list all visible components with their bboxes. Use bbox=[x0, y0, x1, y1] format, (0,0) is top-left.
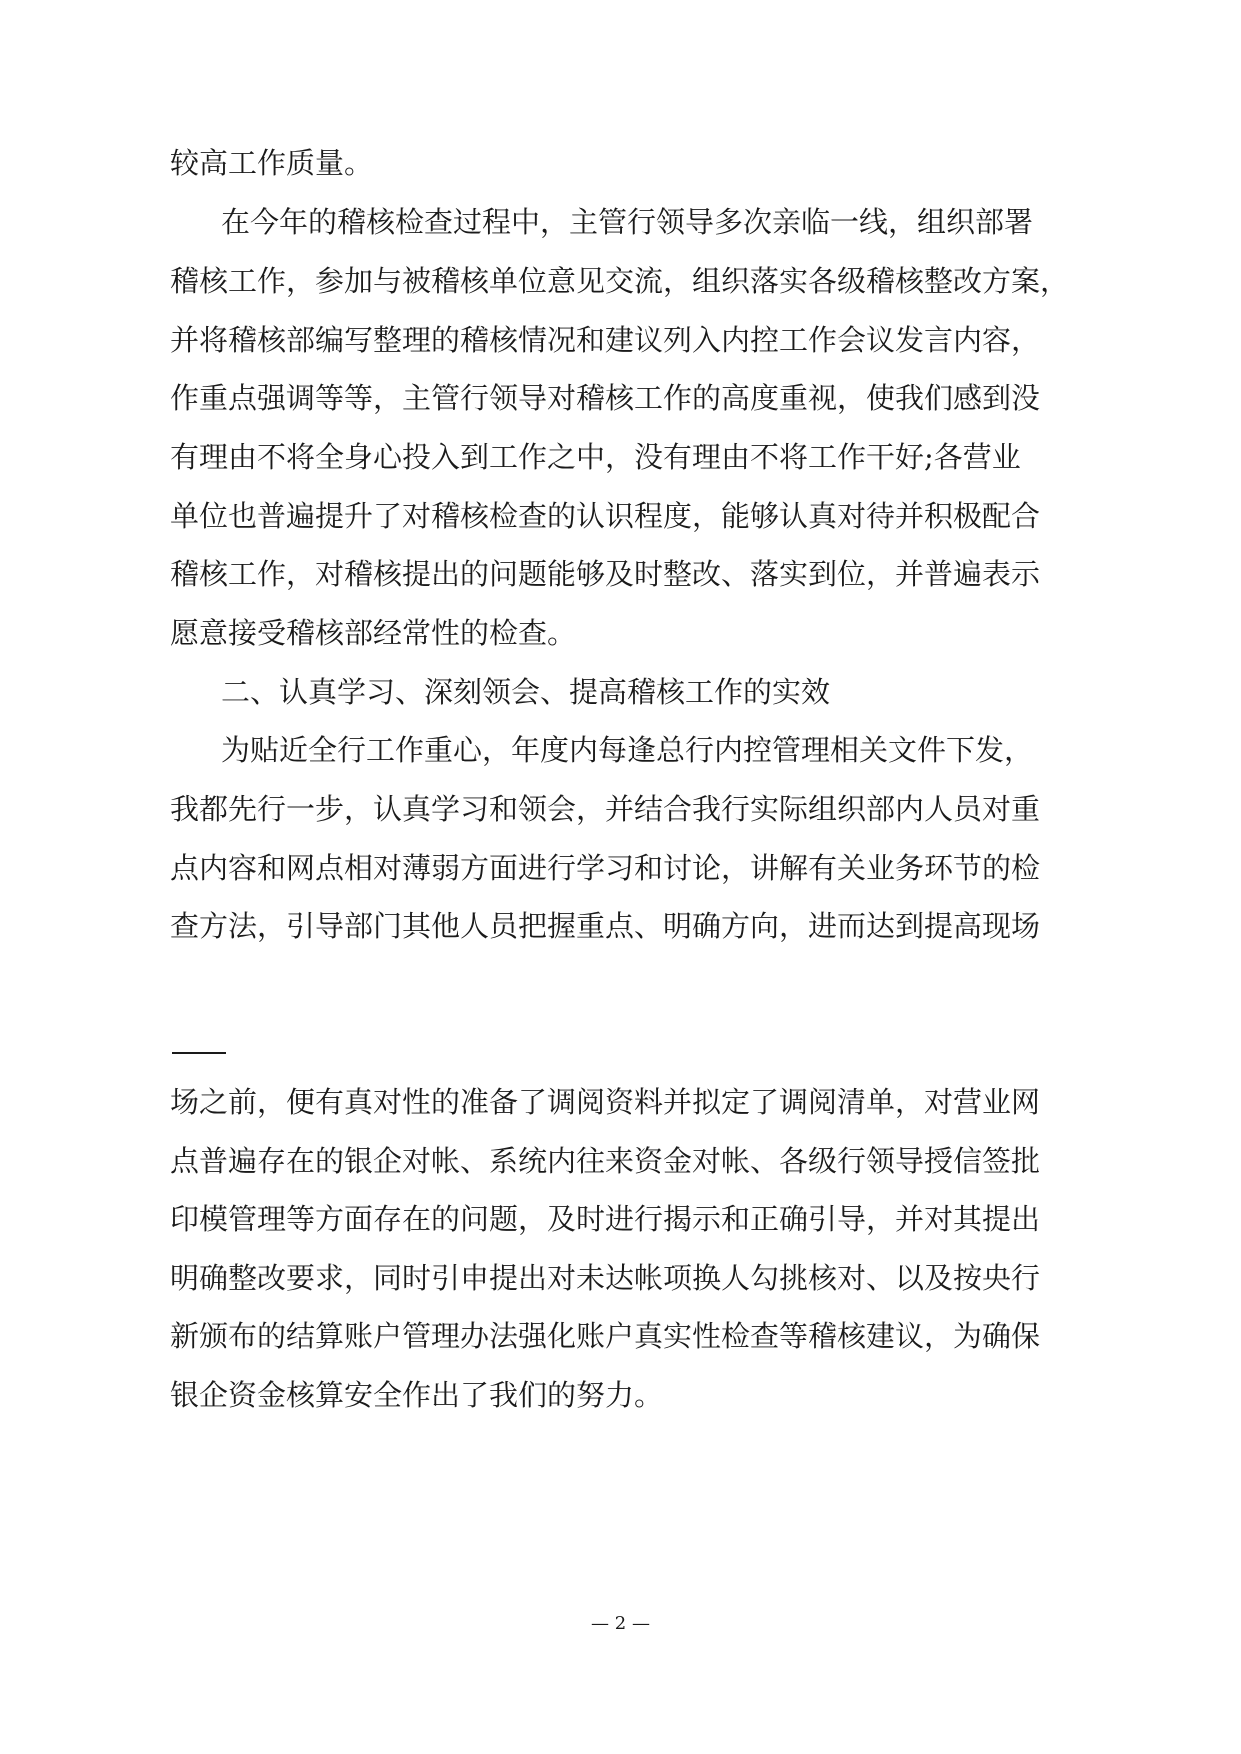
paragraph-line-7: 单位也普遍提升了对稽核检查的认识程度，能够认真对待并积极配合 bbox=[170, 499, 1041, 533]
paragraph-line-22: 银企资金核算安全作出了我们的努力。 bbox=[170, 1378, 664, 1412]
paragraph-line-20: 明确整改要求，同时引申提出对未达帐项换人勾挑核对、以及按央行 bbox=[170, 1261, 1041, 1295]
paragraph-line-1: 较高工作质量。 bbox=[170, 146, 374, 180]
paragraph-line-18: 点普遍存在的银企对帐、系统内往来资金对帐、各级行领导授信签批 bbox=[170, 1144, 1041, 1178]
paragraph-line-3: 稽核工作，参加与被稽核单位意见交流，组织落实各级稽核整改方案， bbox=[170, 264, 1070, 298]
paragraph-line-12: 我都先行一步，认真学习和领会，并结合我行实际组织部内人员对重 bbox=[170, 792, 1041, 826]
paragraph-line-19: 印模管理等方面存在的问题，及时进行揭示和正确引导，并对其提出 bbox=[170, 1202, 1041, 1236]
paragraph-line-5: 作重点强调等等，主管行领导对稽核工作的高度重视，使我们感到没 bbox=[170, 381, 1041, 415]
paragraph-line-6: 有理由不将全身心投入到工作之中，没有理由不将工作干好;各营业 bbox=[170, 440, 1021, 474]
paragraph-line-2: 在今年的稽核检查过程中，主管行领导多次亲临一线，组织部署 bbox=[221, 205, 1034, 239]
fill-in-blank bbox=[172, 1028, 226, 1054]
paragraph-line-14: 查方法，引导部门其他人员把握重点、明确方向，进而达到提高现场 bbox=[170, 909, 1041, 943]
paragraph-line-9: 愿意接受稽核部经常性的检查。 bbox=[170, 616, 577, 650]
paragraph-line-16 bbox=[170, 1024, 228, 1064]
section-heading: 二、认真学习、深刻领会、提高稽核工作的实效 bbox=[221, 675, 831, 709]
paragraph-line-21: 新颁布的结算账户管理办法强化账户真实性检查等稽核建议，为确保 bbox=[170, 1319, 1041, 1353]
paragraph-line-11: 为贴近全行工作重心，年度内每逢总行内控管理相关文件下发， bbox=[221, 733, 1034, 767]
page-number: — 2 — bbox=[591, 1613, 650, 1634]
paragraph-line-13: 点内容和网点相对薄弱方面进行学习和讨论，讲解有关业务环节的检 bbox=[170, 851, 1041, 885]
paragraph-line-17: 场之前，便有真对性的准备了调阅资料并拟定了调阅清单，对营业网 bbox=[170, 1085, 1041, 1119]
paragraph-line-8: 稽核工作，对稽核提出的问题能够及时整改、落实到位，并普遍表示 bbox=[170, 557, 1041, 591]
paragraph-line-4: 并将稽核部编写整理的稽核情况和建议列入内控工作会议发言内容， bbox=[170, 323, 1041, 357]
